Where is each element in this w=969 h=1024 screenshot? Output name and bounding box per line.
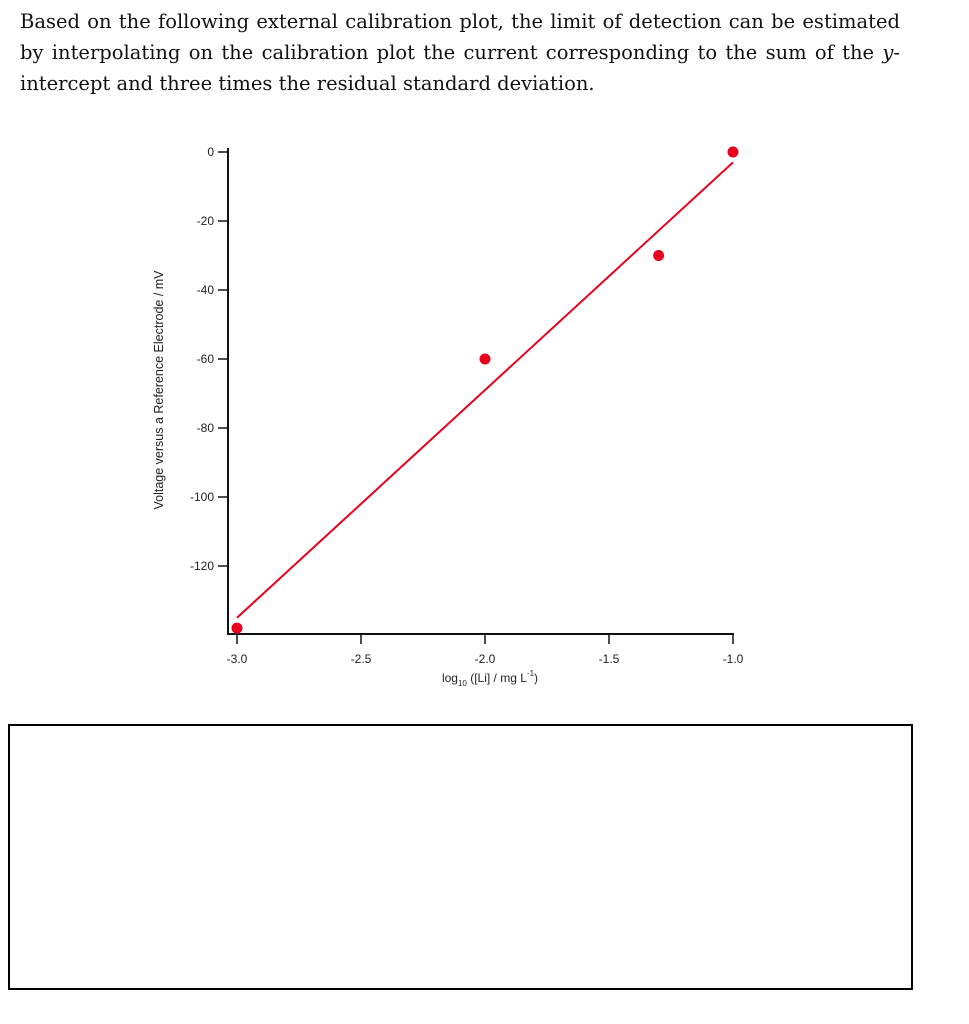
x-tick-label: -2.0 bbox=[474, 652, 496, 666]
question-text bbox=[20, 6, 900, 99]
y-tick-label: -20 bbox=[196, 214, 214, 228]
x-tick-label: -1.0 bbox=[722, 652, 744, 666]
y-tick-label: -80 bbox=[196, 421, 214, 435]
y-tick-label: -60 bbox=[196, 352, 214, 366]
y-tick-label: -120 bbox=[189, 559, 214, 573]
x-tick-label: -3.0 bbox=[226, 652, 248, 666]
data-point bbox=[232, 623, 243, 634]
data-point bbox=[728, 147, 739, 158]
x-axis-label: $\log_{10} ([Li]$ / mg $L^{-1}$) bbox=[441, 669, 539, 688]
answer-box[interactable] bbox=[8, 724, 913, 990]
axes bbox=[227, 148, 734, 635]
y-tick-label: 0 bbox=[207, 145, 214, 159]
data-point bbox=[480, 354, 491, 365]
data-point bbox=[653, 250, 664, 261]
y-tick-label: -40 bbox=[196, 283, 214, 297]
fit-line bbox=[237, 162, 733, 617]
series bbox=[232, 147, 739, 634]
calibration-plot bbox=[0, 120, 969, 700]
x-tick-label: -2.5 bbox=[350, 652, 372, 666]
y-axis-label: Voltage versus a Reference Electrode / mV bbox=[152, 270, 166, 510]
question-italic-y: y bbox=[882, 41, 894, 64]
y-tick-label: -100 bbox=[189, 490, 214, 504]
question-part1: Based on the following external calibration plot, the limit of detection can be estimated by interpolating on the calibration plot the current corresponding to the sum of the bbox=[20, 10, 900, 64]
x-tick-label: -1.5 bbox=[598, 652, 620, 666]
question-part2: -intercept and three times the residual standard deviation. bbox=[20, 41, 900, 95]
